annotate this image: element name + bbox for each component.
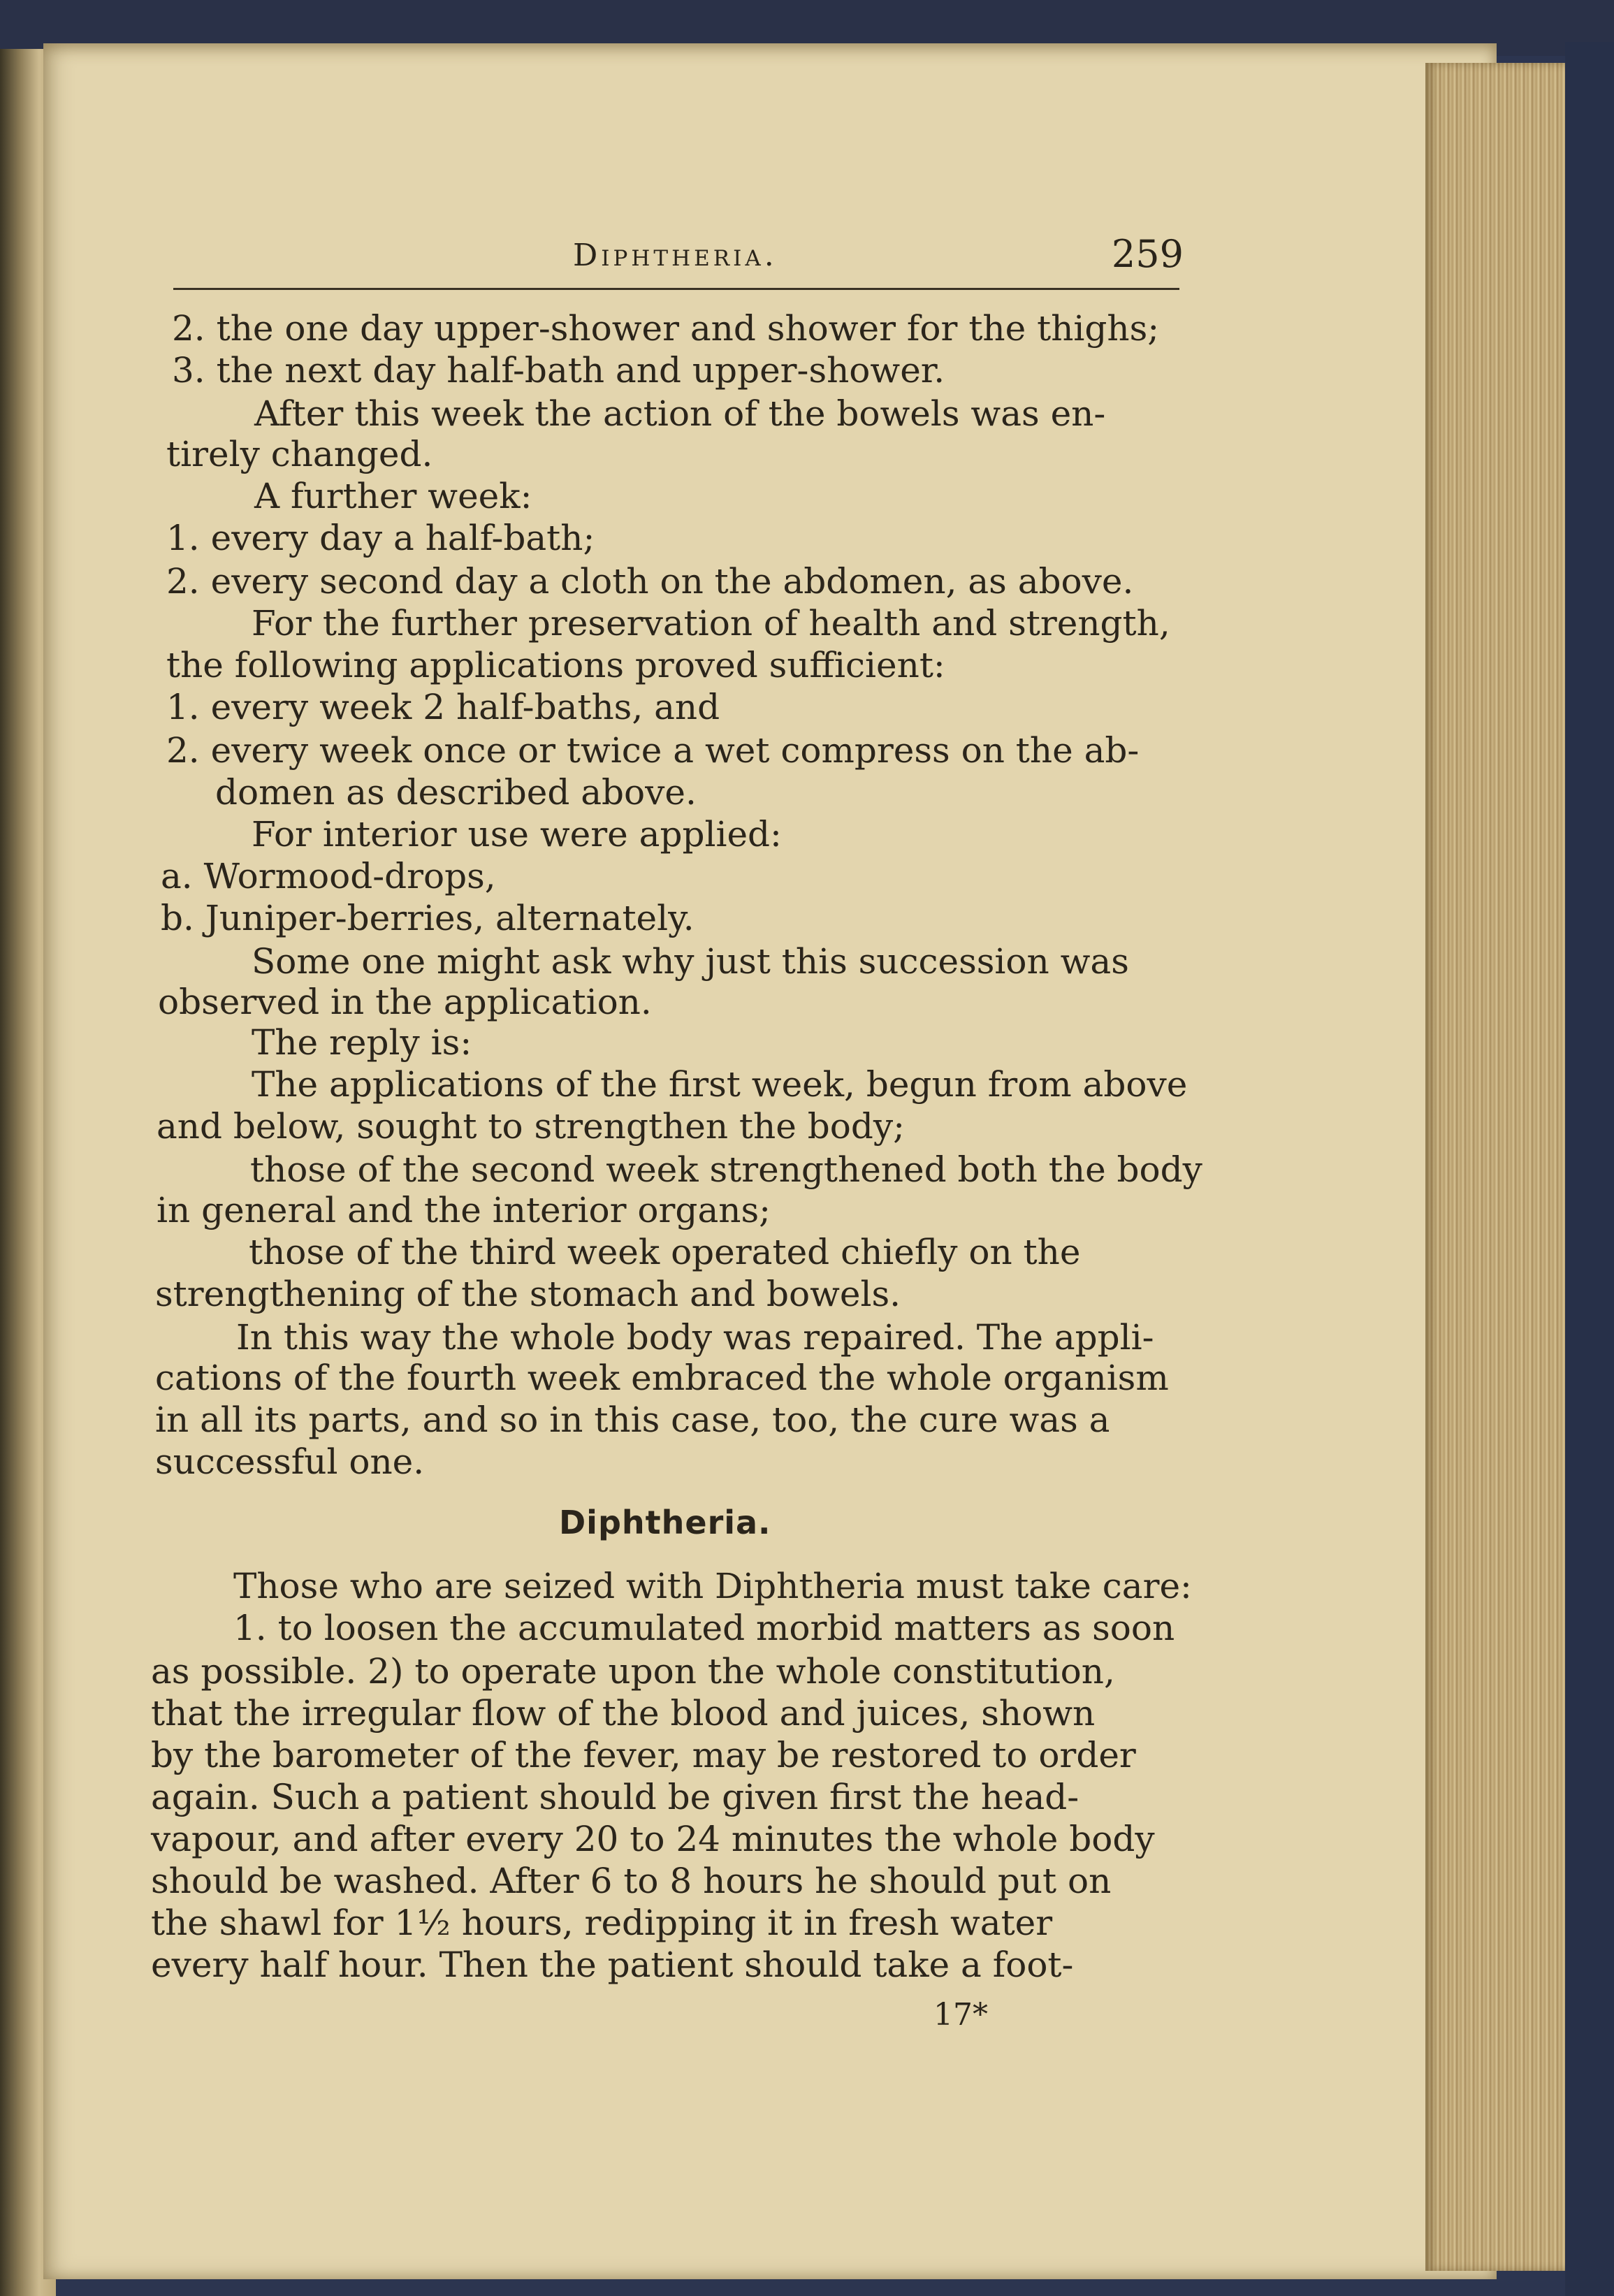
text-line: the shawl for 1½ hours, redipping it in fresh water (151, 1903, 1053, 1943)
text-line: as possible. 2) to operate upon the whole constitution, (151, 1651, 1115, 1692)
text-line: Some one might ask why just this succession was (252, 941, 1129, 982)
page-fore-edge (1425, 63, 1579, 2271)
text-line: 1. every week 2 half-baths, and (166, 687, 720, 727)
signature-mark: 17* (933, 1997, 988, 2033)
running-title: Diphtheria. (573, 238, 778, 273)
text-line: successful one. (155, 1441, 425, 1482)
text-line: b. Juniper-berries, alternately. (161, 898, 695, 938)
text-line: observed in the application. (158, 982, 652, 1022)
text-line: 1. to loosen the accumulated morbid matters as soon (233, 1608, 1175, 1648)
text-line: 1. every day a half-bath; (166, 518, 595, 558)
header-rule (173, 288, 1179, 290)
text-line: should be washed. After 6 to 8 hours he should put on (151, 1861, 1112, 1901)
text-line: in all its parts, and so in this case, too, the cure was a (155, 1400, 1110, 1440)
text-line: those of the second week strengthened both the body (250, 1149, 1202, 1190)
text-line: every half hour. Then the patient should take a foot- (151, 1945, 1074, 1985)
text-line: Those who are seized with Diphtheria must take care: (233, 1566, 1192, 1606)
text-line: vapour, and after every 20 to 24 minutes the whole body (151, 1819, 1155, 1859)
book-cover-right (1565, 42, 1614, 2296)
text-line: domen as described above. (215, 772, 697, 813)
text-line: 3. the next day half-bath and upper-shower. (172, 350, 945, 391)
text-line: 2. every second day a cloth on the abdomen, as above. (166, 561, 1134, 602)
text-line: For interior use were applied: (252, 814, 782, 855)
text-line: by the barometer of the fever, may be restored to order (151, 1735, 1136, 1775)
text-line: 2. the one day upper-shower and shower for the thighs; (172, 308, 1160, 349)
text-line: 2. every week once or twice a wet compress on the ab- (166, 730, 1140, 771)
text-line: In this way the whole body was repaired. The appli- (236, 1317, 1154, 1358)
text-line: The reply is: (252, 1022, 472, 1063)
text-line: cations of the fourth week embraced the whole organism (155, 1358, 1169, 1398)
page-header (173, 232, 1184, 288)
text-line: again. Such a patient should be given first the head- (151, 1777, 1079, 1817)
text-line: A further week: (254, 476, 532, 516)
text-line: those of the third week operated chiefly on the (249, 1232, 1081, 1272)
text-line: After this week the action of the bowels was en- (254, 393, 1106, 434)
text-line: For the further preservation of health and strength, (252, 603, 1170, 644)
text-line: tirely changed. (166, 434, 433, 474)
text-line: and below, sought to strengthen the body; (157, 1106, 905, 1147)
text-line: in general and the interior organs; (157, 1190, 771, 1230)
text-line: strengthening of the stomach and bowels. (155, 1274, 901, 1314)
section-heading: Diphtheria. (559, 1504, 771, 1541)
page-number: 259 (1111, 232, 1184, 276)
text-line: a. Wormood-drops, (161, 856, 496, 896)
text-line: The applications of the first week, begun from above (252, 1064, 1188, 1105)
text-line: the following applications proved sufficient: (166, 645, 945, 685)
text-line: that the irregular flow of the blood and juices, shown (151, 1693, 1096, 1734)
